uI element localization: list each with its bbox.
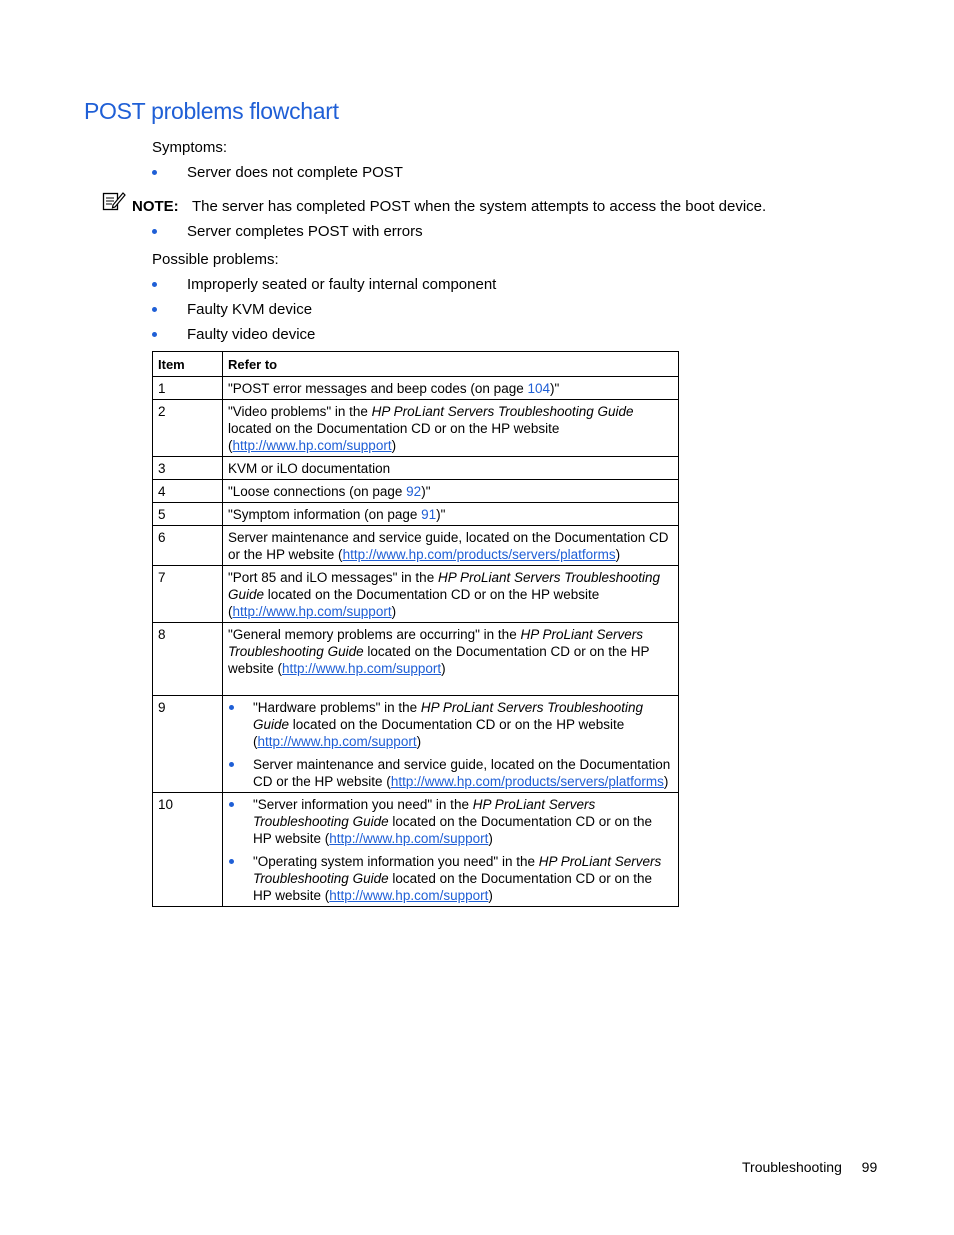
refer-cell [223,526,679,566]
problem-text: Faulty KVM device [187,301,313,318]
bullet-icon [152,170,157,175]
table-row [153,457,679,480]
table-row [153,623,679,696]
problem-text: Faulty video device [187,326,316,343]
item-number: 3 [153,457,223,480]
refer-cell: KVM or iLO documentation [223,457,679,480]
refer-cell [223,623,679,696]
list-item [228,796,673,847]
table-row [153,526,679,566]
item-number: 2 [153,400,223,457]
refer-text: located on the Documentation CD or on the HP website ( [228,587,600,619]
support-link[interactable]: http://www.hp.com/support [282,661,442,676]
item-number: 1 [153,377,223,400]
refer-cell [223,377,679,400]
refer-text: "Symptom information (on page [228,507,422,522]
support-link[interactable]: http://www.hp.com/support [232,438,392,453]
list-item [228,853,673,904]
refer-text: )" [436,507,446,522]
refer-cell [223,503,679,526]
table-row [153,377,679,400]
refer-cell [223,696,679,793]
item-number: 8 [153,623,223,696]
refer-text: )" [421,484,431,499]
refer-text: ) [663,774,669,789]
refer-text: located on the Documentation CD or on the HP website ( [253,717,625,749]
problems-label: Possible problems: [152,251,279,268]
table-row [153,566,679,623]
refer-text: "POST error messages and beep codes (on page [228,381,528,396]
header-refer-to: Refer to [223,352,679,377]
refer-text: "General memory problems are occurring" in the [228,627,521,642]
item-number: 4 [153,480,223,503]
header-item: Item [153,352,223,377]
bullet-icon [152,282,157,287]
refer-text: ) [391,604,397,619]
note-text: The server has completed POST when the system attempts to access the boot device. [192,198,767,215]
bullet-icon [152,307,157,312]
page-link[interactable]: 104 [527,381,550,396]
item-number: 7 [153,566,223,623]
guide-title: HP ProLiant Servers Troubleshooting Guide [253,797,596,829]
page-link[interactable]: 91 [421,507,437,522]
refer-text: located on the Documentation CD or on the HP website ( [253,871,653,903]
refer-cell [223,793,679,907]
refer-text: "Operating system information you need" in the [253,854,539,869]
guide-title: HP ProLiant Servers Troubleshooting Guide [371,404,634,419]
table-header-row [153,352,679,377]
table-row [153,696,679,793]
platforms-link[interactable]: http://www.hp.com/products/servers/platforms [390,774,664,789]
support-link[interactable]: http://www.hp.com/support [232,604,392,619]
bullet-icon [152,229,157,234]
support-link[interactable]: http://www.hp.com/support [329,888,489,903]
refer-text: located on the Documentation CD or on the HP website ( [228,421,560,453]
guide-title: HP ProLiant Servers Troubleshooting Guide [253,854,662,886]
refer-text: Server maintenance and service guide, located on the Documentation CD or the HP website ( [253,757,671,789]
refer-text: "Port 85 and iLO messages" in the [228,570,438,585]
item-number: 6 [153,526,223,566]
refer-text: ) [615,547,621,562]
bullet-icon [152,332,157,337]
symptoms-label: Symptoms: [152,139,228,156]
refer-text: ) [488,888,493,903]
guide-title: HP ProLiant Servers Troubleshooting Guide [228,627,644,659]
bullet-icon [229,762,234,767]
page-link[interactable]: 92 [406,484,422,499]
refer-text: ) [391,438,397,453]
note-label: NOTE: [132,198,179,215]
reference-table [152,351,679,907]
refer-list [228,796,673,904]
symptom-text: Server does not complete POST [187,164,403,181]
table-row [153,480,679,503]
refer-text: Server maintenance and service guide, located on the Documentation CD or the HP website ( [228,530,669,562]
bullet-icon [229,859,234,864]
page-footer [742,1159,877,1175]
page-title: POST problems flowchart [84,98,339,124]
refer-cell [223,480,679,503]
item-number: 5 [153,503,223,526]
footer-page-number: 99 [861,1159,878,1175]
list-item [228,699,673,750]
note-pencil-icon [102,190,126,212]
list-item [228,756,673,790]
bullet-icon [229,705,234,710]
refer-cell [223,400,679,457]
refer-text: ) [416,734,422,749]
guide-title: HP ProLiant Servers Troubleshooting Guide [228,570,661,602]
support-link[interactable]: http://www.hp.com/support [329,831,489,846]
refer-text: located on the Documentation CD or on the HP website ( [253,814,653,846]
item-number: 10 [153,793,223,907]
footer-section: Troubleshooting [742,1159,842,1175]
bullet-icon [229,802,234,807]
item-number: 9 [153,696,223,793]
table-row [153,400,679,457]
refer-text: "Hardware problems" in the [253,700,421,715]
support-link[interactable]: http://www.hp.com/support [257,734,417,749]
refer-text: ) [441,661,446,676]
platforms-link[interactable]: http://www.hp.com/products/servers/platforms [342,547,616,562]
refer-text: "Server information you need" in the [253,797,473,812]
refer-text: )" [550,381,560,396]
refer-text: located on the Documentation CD or on the HP website ( [228,644,650,676]
refer-text: ) [488,831,493,846]
symptom-text: Server completes POST with errors [187,223,423,240]
refer-text: "Video problems" in the [228,404,372,419]
guide-title: HP ProLiant Servers Troubleshooting Guide [253,700,644,732]
refer-text: "Loose connections (on page [228,484,407,499]
table-row [153,503,679,526]
refer-cell [223,566,679,623]
refer-list [228,699,673,790]
table-row [153,793,679,907]
problem-text: Improperly seated or faulty internal component [187,276,497,293]
